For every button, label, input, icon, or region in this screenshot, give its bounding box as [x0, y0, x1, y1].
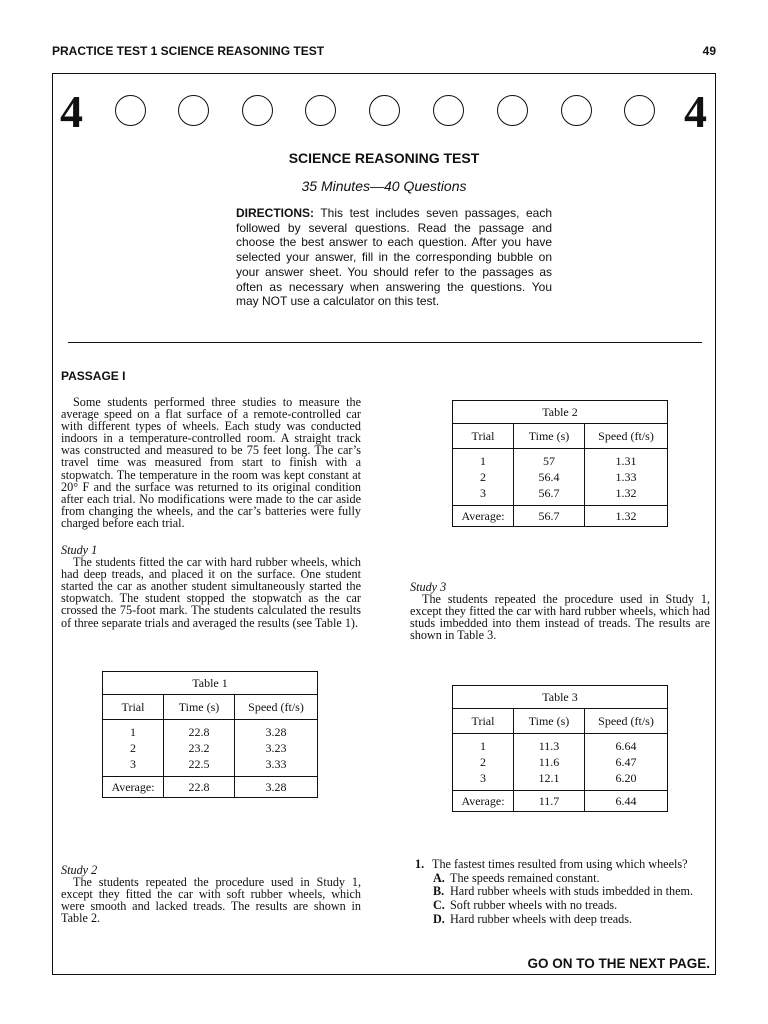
study1-text: The students fitted the car with hard rubber wheels, which had deep treads, and placed it on the surface. One student started the car as another student simultaneously started the stopwatch. The student stopped the stopwatch as the car crossed the 75-foot mark. The students calculated the results of three separate trials and averaged the results (see Table 1).: [61, 555, 361, 630]
study1-block: [61, 544, 361, 629]
bubble-icon: [561, 95, 592, 126]
average-speed: 6.44: [585, 791, 668, 812]
average-speed: 3.28: [235, 777, 318, 798]
bubble-icon: [305, 95, 336, 126]
column-header: Speed (ft/s): [585, 709, 668, 734]
answer-option-c[interactable]: [410, 899, 710, 913]
go-on-notice: GO ON TO THE NEXT PAGE.: [527, 956, 710, 971]
study1-label: Study 1: [61, 543, 98, 557]
average-label: Average:: [111, 779, 155, 794]
average-label: Average:: [461, 793, 505, 808]
column-header: Speed (ft/s): [235, 695, 318, 720]
passage-label: PASSAGE I: [61, 369, 126, 383]
speed-cells: 6.64 6.47 6.20: [585, 734, 668, 791]
divider: [68, 342, 702, 343]
question-stem: [410, 858, 710, 872]
column-header: Time (s): [164, 695, 235, 720]
table-caption: Table 2: [453, 401, 668, 424]
table-caption: Table 3: [453, 686, 668, 709]
average-time: 56.7: [514, 506, 585, 527]
bubble-icon: [433, 95, 464, 126]
passage-intro-text: Some students performed three studies to measure the average speed on a flat surface of a remote-controlled car with different types of wheels. Each study was conducted indoors in a temperature-controlled room. A straight track was constructed and measured to be 75 feet long. The car’s travel time was measured from start to finish with a stopwatch. The temperature in the room was kept constant at 20° F and the surface was returned to its original condition after each trial. No modifications were made to the car aside from changing the wheels, and the car’s batteries were fully charged before each trial.: [61, 395, 361, 530]
study2-text: The students repeated the procedure used in Study 1, except they fitted the car with soft rubber wheels, which were smooth and lacked treads. The results are shown in Table 2.: [61, 875, 361, 926]
table-2: [452, 400, 668, 527]
option-letter: D.: [433, 911, 445, 926]
option-text: The speeds remained constant.: [450, 870, 600, 885]
option-letter: A.: [433, 870, 445, 885]
average-time: 22.8: [164, 777, 235, 798]
section-bubble-row: [0, 95, 768, 129]
bubble-icon: [624, 95, 655, 126]
test-title: SCIENCE REASONING TEST: [288, 150, 480, 166]
directions: [236, 206, 552, 309]
column-header: Trial: [453, 424, 514, 449]
average-label: Average:: [461, 508, 505, 523]
answer-option-b[interactable]: [410, 885, 710, 899]
speed-cells: 3.28 3.23 3.33: [235, 720, 318, 777]
option-text: Hard rubber wheels with studs imbedded in them.: [450, 884, 694, 899]
bubble-icon: [242, 95, 273, 126]
study3-block: [410, 581, 710, 641]
time-cells: 22.8 23.2 22.5: [164, 720, 235, 777]
passage-intro: [61, 396, 361, 529]
trial-cells: 1 2 3: [453, 449, 514, 506]
section-number-left: 4: [60, 86, 83, 137]
question-number: 1.: [415, 857, 425, 871]
bubble-icon: [178, 95, 209, 126]
time-cells: 11.3 11.6 12.1: [514, 734, 585, 791]
option-letter: C.: [433, 898, 445, 913]
table-caption: Table 1: [103, 672, 318, 695]
question-text: The fastest times resulted from using which wheels?: [432, 857, 688, 871]
column-header: Time (s): [514, 424, 585, 449]
column-header: Trial: [103, 695, 164, 720]
study2-label: Study 2: [61, 863, 98, 877]
column-header: Speed (ft/s): [585, 424, 668, 449]
question-1: [410, 858, 710, 927]
study3-text: The students repeated the procedure used in Study 1, except they fitted the car with hard rubber wheels, which had studs imbedded into them instead of treads. The results are shown in Table 3.: [410, 592, 710, 643]
column-header: Trial: [453, 709, 514, 734]
option-letter: B.: [433, 884, 445, 899]
table-1: [102, 671, 318, 798]
study2-block: [61, 864, 361, 924]
study3-label: Study 3: [410, 580, 447, 594]
answer-option-d[interactable]: [410, 913, 710, 927]
page-number: 49: [702, 44, 716, 58]
bubble-icon: [497, 95, 528, 126]
directions-text: This test includes seven passages, each followed by several questions. Read the passage and choose the best answer to each question. After you have selected your answer, fill in the corresponding bubble on your answer sheet. You should refer to the passages as often as necessary when answering the questions. You may NOT use a calculator on this test.: [236, 206, 552, 309]
trial-cells: 1 2 3: [103, 720, 164, 777]
option-text: Hard rubber wheels with deep treads.: [450, 911, 633, 926]
test-subtitle: 35 Minutes—40 Questions: [301, 178, 467, 194]
average-time: 11.7: [514, 791, 585, 812]
time-cells: 57 56.4 56.7: [514, 449, 585, 506]
section-number-right: 4: [684, 86, 707, 137]
answer-option-a[interactable]: [410, 872, 710, 886]
column-header: Time (s): [514, 709, 585, 734]
bubble-icon: [115, 95, 146, 126]
running-head-title: PRACTICE TEST 1 SCIENCE REASONING TEST: [52, 44, 325, 58]
speed-cells: 1.31 1.33 1.32: [585, 449, 668, 506]
average-speed: 1.32: [585, 506, 668, 527]
trial-cells: 1 2 3: [453, 734, 514, 791]
bubble-icon: [369, 95, 400, 126]
directions-label: DIRECTIONS:: [236, 206, 314, 220]
option-text: Soft rubber wheels with no treads.: [450, 898, 618, 913]
table-3: [452, 685, 668, 812]
